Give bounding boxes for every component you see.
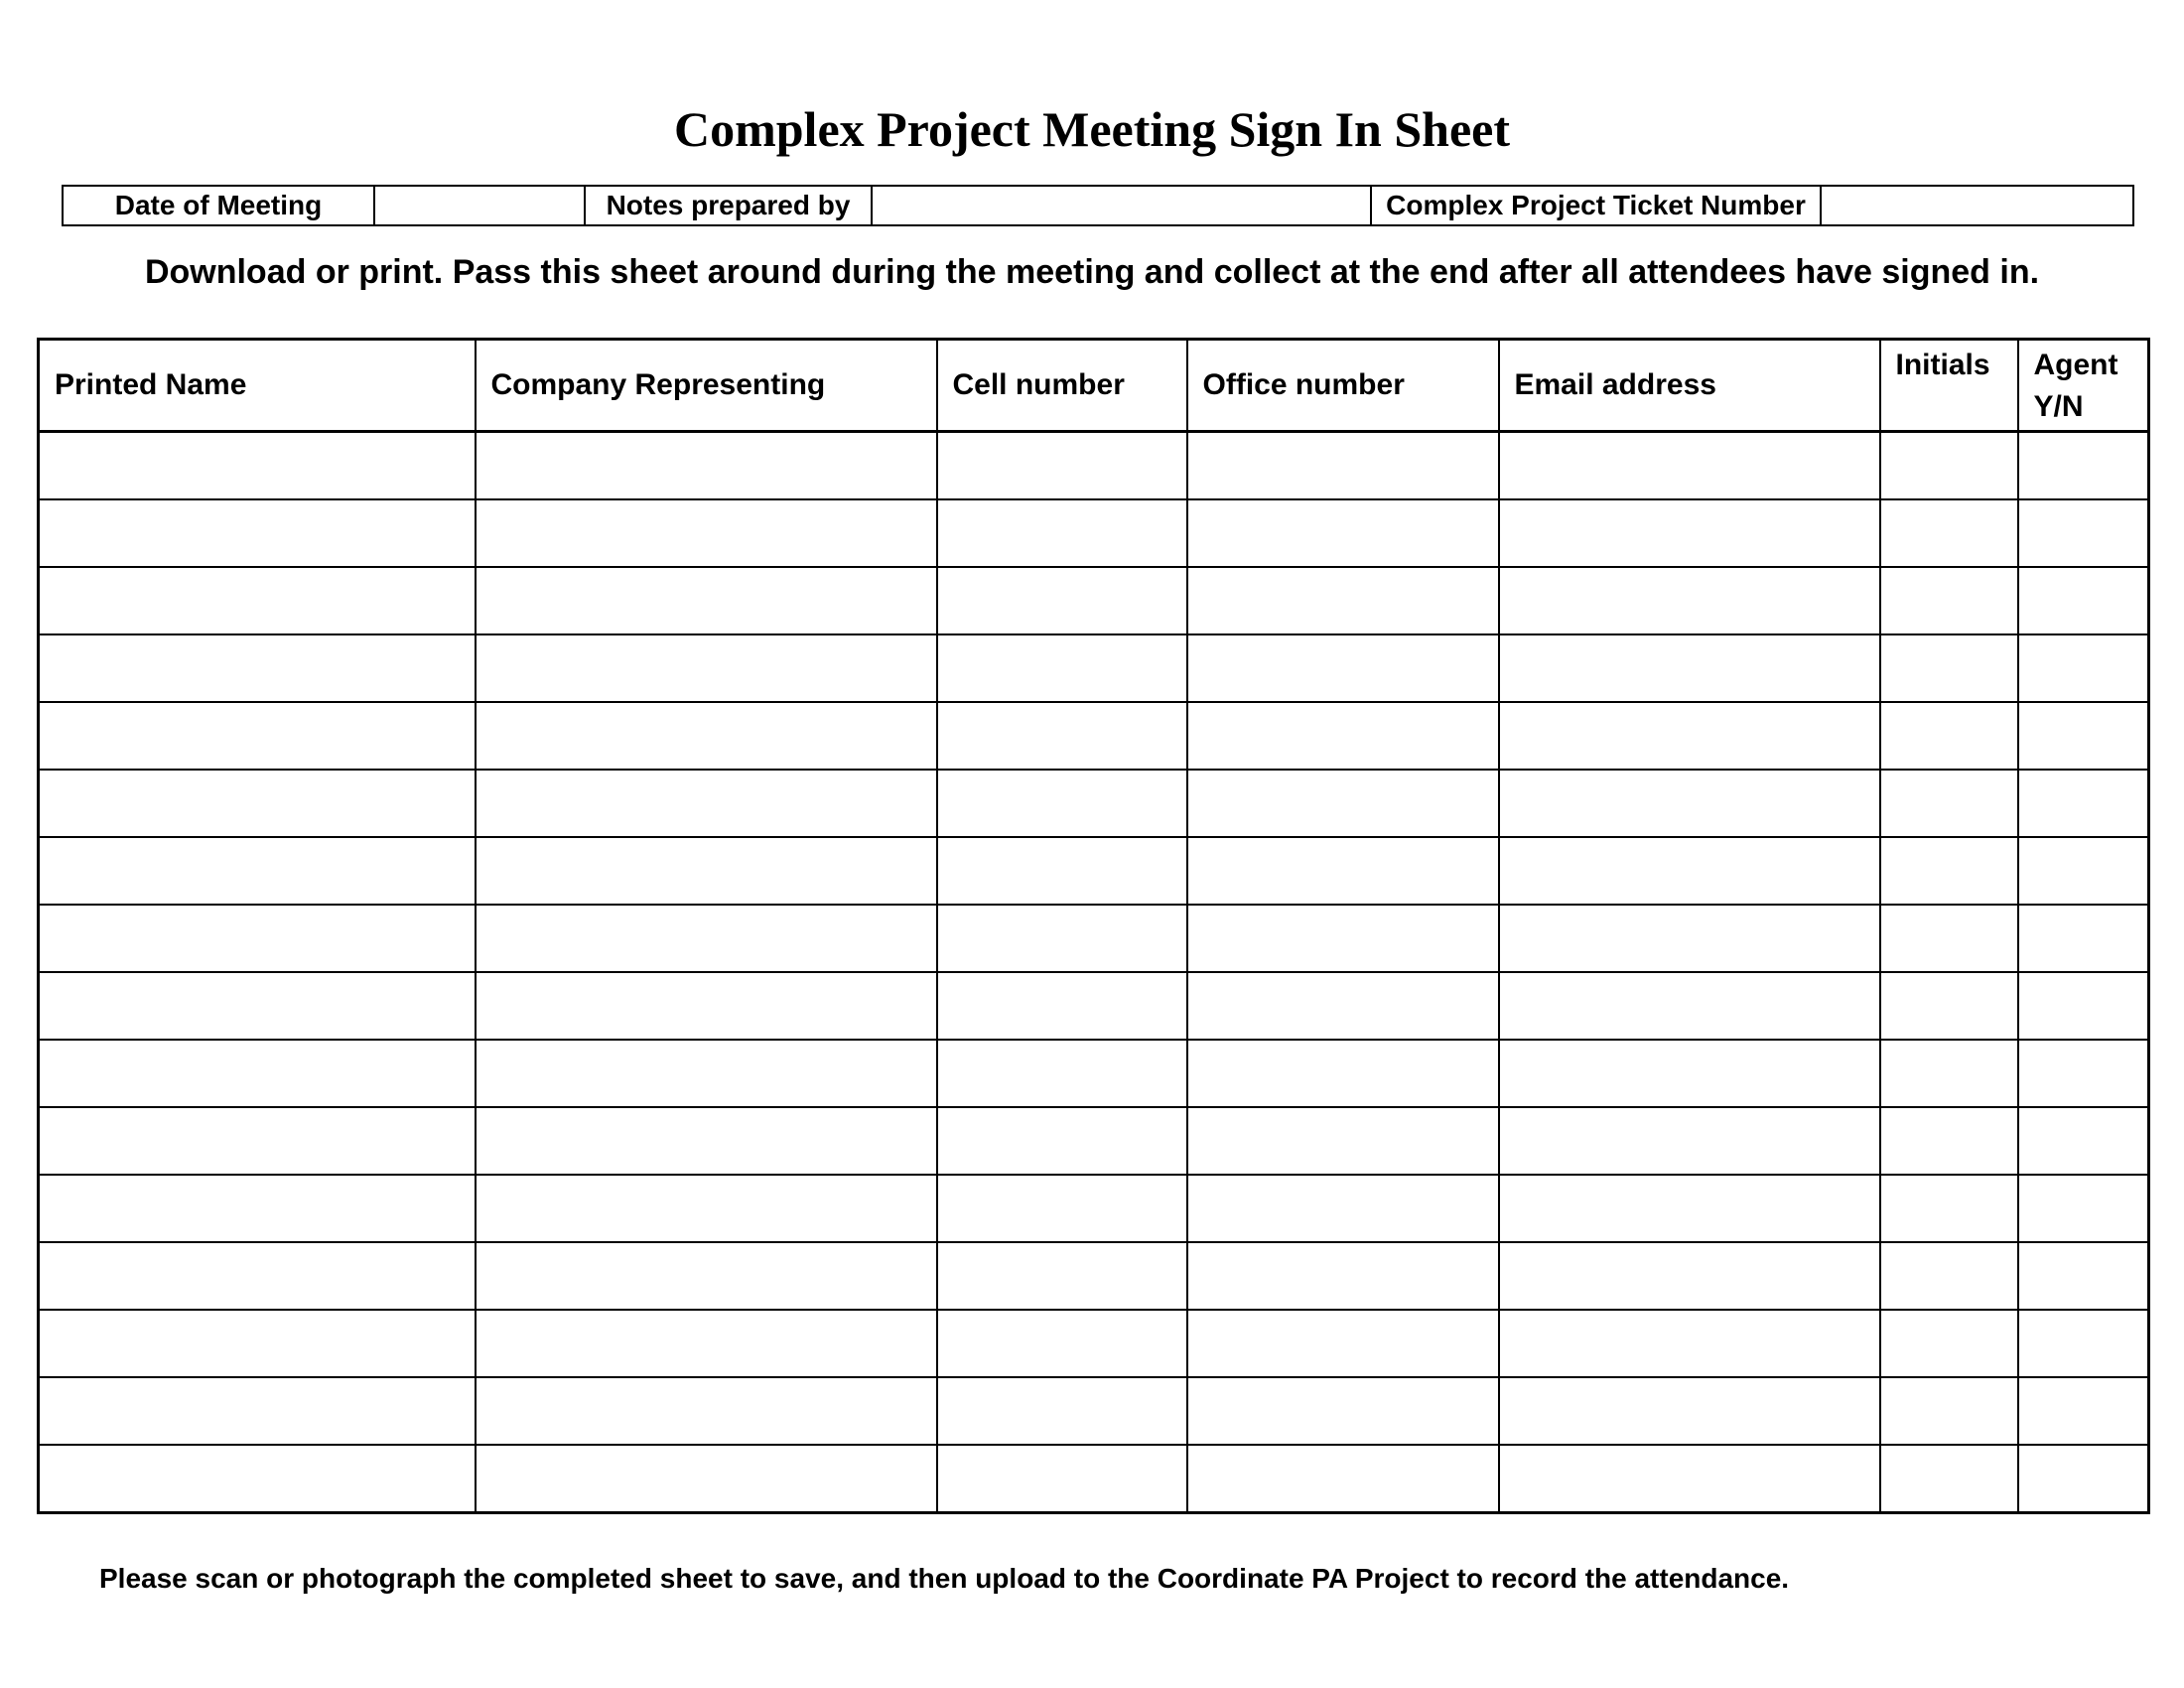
agent-cell[interactable]	[2018, 634, 2149, 702]
initials-cell[interactable]	[1880, 837, 2018, 905]
column-header-printed-name: Printed Name	[39, 340, 476, 432]
email-cell[interactable]	[1499, 1310, 1880, 1377]
cell-number-cell[interactable]	[937, 770, 1187, 837]
agent-cell[interactable]	[2018, 1310, 2149, 1377]
printed-name-cell[interactable]	[39, 702, 476, 770]
notes-prepared-by-label: Notes prepared by	[585, 186, 872, 225]
cell-number-cell[interactable]	[937, 499, 1187, 567]
email-cell[interactable]	[1499, 972, 1880, 1040]
agent-cell[interactable]	[2018, 770, 2149, 837]
initials-cell[interactable]	[1880, 567, 2018, 634]
office-number-cell[interactable]	[1187, 1310, 1499, 1377]
office-number-cell[interactable]	[1187, 567, 1499, 634]
printed-name-cell[interactable]	[39, 1175, 476, 1242]
company-cell[interactable]	[476, 567, 937, 634]
initials-cell[interactable]	[1880, 1445, 2018, 1513]
printed-name-cell[interactable]	[39, 1310, 476, 1377]
column-header-company: Company Representing	[476, 340, 937, 432]
table-row	[39, 702, 2149, 770]
table-row	[39, 432, 2149, 500]
notes-prepared-by-field[interactable]	[872, 186, 1371, 225]
email-cell[interactable]	[1499, 634, 1880, 702]
agent-cell[interactable]	[2018, 837, 2149, 905]
date-of-meeting-field[interactable]	[374, 186, 585, 225]
email-cell[interactable]	[1499, 1107, 1880, 1175]
table-row	[39, 634, 2149, 702]
agent-cell[interactable]	[2018, 1175, 2149, 1242]
agent-cell[interactable]	[2018, 905, 2149, 972]
company-cell[interactable]	[476, 1310, 937, 1377]
cell-number-cell[interactable]	[937, 837, 1187, 905]
printed-name-cell[interactable]	[39, 1445, 476, 1513]
office-number-cell[interactable]	[1187, 634, 1499, 702]
cell-number-cell[interactable]	[937, 634, 1187, 702]
company-cell[interactable]	[476, 432, 937, 500]
initials-cell[interactable]	[1880, 1175, 2018, 1242]
company-cell[interactable]	[476, 1040, 937, 1107]
table-row	[39, 905, 2149, 972]
office-number-cell[interactable]	[1187, 432, 1499, 500]
initials-cell[interactable]	[1880, 499, 2018, 567]
email-cell[interactable]	[1499, 1175, 1880, 1242]
office-number-cell[interactable]	[1187, 1445, 1499, 1513]
printed-name-cell[interactable]	[39, 499, 476, 567]
initials-cell[interactable]	[1880, 1242, 2018, 1310]
company-cell[interactable]	[476, 905, 937, 972]
page-title: Complex Project Meeting Sign In Sheet	[673, 101, 1511, 157]
email-cell[interactable]	[1499, 432, 1880, 500]
company-cell[interactable]	[476, 1377, 937, 1445]
instructions-text: Download or print. Pass this sheet around during the meeting and collect at the end after all attendees have signed in.	[144, 253, 2040, 291]
office-number-cell[interactable]	[1187, 972, 1499, 1040]
printed-name-cell[interactable]	[39, 1242, 476, 1310]
cell-number-cell[interactable]	[937, 1040, 1187, 1107]
initials-cell[interactable]	[1880, 1310, 2018, 1377]
company-cell[interactable]	[476, 634, 937, 702]
agent-cell[interactable]	[2018, 1377, 2149, 1445]
email-cell[interactable]	[1499, 1040, 1880, 1107]
agent-cell[interactable]	[2018, 1242, 2149, 1310]
column-header-email: Email address	[1499, 340, 1880, 432]
cell-number-cell[interactable]	[937, 972, 1187, 1040]
table-row	[39, 567, 2149, 634]
email-cell[interactable]	[1499, 1445, 1880, 1513]
email-cell[interactable]	[1499, 567, 1880, 634]
agent-cell[interactable]	[2018, 702, 2149, 770]
ticket-number-label: Complex Project Ticket Number	[1371, 186, 1821, 225]
column-header-agent: Agent Y/N	[2018, 340, 2149, 432]
cell-number-cell[interactable]	[937, 567, 1187, 634]
table-row	[39, 1310, 2149, 1377]
cell-number-cell[interactable]	[937, 905, 1187, 972]
printed-name-cell[interactable]	[39, 1040, 476, 1107]
column-header-cell-number: Cell number	[937, 340, 1187, 432]
printed-name-cell[interactable]	[39, 905, 476, 972]
printed-name-cell[interactable]	[39, 1377, 476, 1445]
attendance-table	[37, 338, 2150, 1514]
office-number-cell[interactable]	[1187, 770, 1499, 837]
office-number-cell[interactable]	[1187, 1175, 1499, 1242]
initials-cell[interactable]	[1880, 432, 2018, 500]
initials-cell[interactable]	[1880, 702, 2018, 770]
cell-number-cell[interactable]	[937, 1445, 1187, 1513]
table-row	[39, 499, 2149, 567]
printed-name-cell[interactable]	[39, 770, 476, 837]
office-number-cell[interactable]	[1187, 1107, 1499, 1175]
office-number-cell[interactable]	[1187, 1242, 1499, 1310]
cell-number-cell[interactable]	[937, 1377, 1187, 1445]
printed-name-cell[interactable]	[39, 972, 476, 1040]
company-cell[interactable]	[476, 837, 937, 905]
cell-number-cell[interactable]	[937, 1107, 1187, 1175]
email-cell[interactable]	[1499, 905, 1880, 972]
initials-cell[interactable]	[1880, 1377, 2018, 1445]
email-cell[interactable]	[1499, 770, 1880, 837]
agent-cell[interactable]	[2018, 567, 2149, 634]
company-cell[interactable]	[476, 1445, 937, 1513]
ticket-number-field[interactable]	[1821, 186, 2133, 225]
table-header-row	[39, 340, 2149, 432]
initials-cell[interactable]	[1880, 972, 2018, 1040]
agent-cell[interactable]	[2018, 499, 2149, 567]
printed-name-cell[interactable]	[39, 837, 476, 905]
meeting-info-table	[62, 185, 2134, 226]
date-of-meeting-label: Date of Meeting	[63, 186, 374, 225]
office-number-cell[interactable]	[1187, 499, 1499, 567]
agent-cell[interactable]	[2018, 1445, 2149, 1513]
company-cell[interactable]	[476, 1175, 937, 1242]
email-cell[interactable]	[1499, 702, 1880, 770]
footer-note: Please scan or photograph the completed sheet to save, and then upload to the Coordinate PA Project to record the attendance.	[99, 1563, 1790, 1594]
attendance-rows	[39, 432, 2149, 1513]
printed-name-cell[interactable]	[39, 1107, 476, 1175]
table-row	[39, 1242, 2149, 1310]
office-number-cell[interactable]	[1187, 1040, 1499, 1107]
agent-cell[interactable]	[2018, 1040, 2149, 1107]
printed-name-cell[interactable]	[39, 634, 476, 702]
initials-cell[interactable]	[1880, 634, 2018, 702]
office-number-cell[interactable]	[1187, 702, 1499, 770]
initials-cell[interactable]	[1880, 1040, 2018, 1107]
table-row	[39, 972, 2149, 1040]
cell-number-cell[interactable]	[937, 432, 1187, 500]
email-cell[interactable]	[1499, 1242, 1880, 1310]
cell-number-cell[interactable]	[937, 702, 1187, 770]
printed-name-cell[interactable]	[39, 432, 476, 500]
table-row	[39, 1040, 2149, 1107]
table-row	[39, 837, 2149, 905]
table-row	[39, 1175, 2149, 1242]
office-number-cell[interactable]	[1187, 1377, 1499, 1445]
agent-cell[interactable]	[2018, 432, 2149, 500]
company-cell[interactable]	[476, 499, 937, 567]
company-cell[interactable]	[476, 1242, 937, 1310]
table-row	[39, 1445, 2149, 1513]
initials-cell[interactable]	[1880, 1107, 2018, 1175]
table-row	[39, 1377, 2149, 1445]
column-header-initials: Initials	[1880, 340, 2018, 432]
initials-cell[interactable]	[1880, 770, 2018, 837]
company-cell[interactable]	[476, 1107, 937, 1175]
agent-cell[interactable]	[2018, 972, 2149, 1040]
company-cell[interactable]	[476, 770, 937, 837]
cell-number-cell[interactable]	[937, 1242, 1187, 1310]
office-number-cell[interactable]	[1187, 905, 1499, 972]
table-row	[39, 770, 2149, 837]
company-cell[interactable]	[476, 702, 937, 770]
cell-number-cell[interactable]	[937, 1310, 1187, 1377]
table-row	[39, 1107, 2149, 1175]
agent-cell[interactable]	[2018, 1107, 2149, 1175]
email-cell[interactable]	[1499, 499, 1880, 567]
printed-name-cell[interactable]	[39, 567, 476, 634]
initials-cell[interactable]	[1880, 905, 2018, 972]
office-number-cell[interactable]	[1187, 837, 1499, 905]
company-cell[interactable]	[476, 972, 937, 1040]
email-cell[interactable]	[1499, 1377, 1880, 1445]
cell-number-cell[interactable]	[937, 1175, 1187, 1242]
column-header-office-number: Office number	[1187, 340, 1499, 432]
email-cell[interactable]	[1499, 837, 1880, 905]
